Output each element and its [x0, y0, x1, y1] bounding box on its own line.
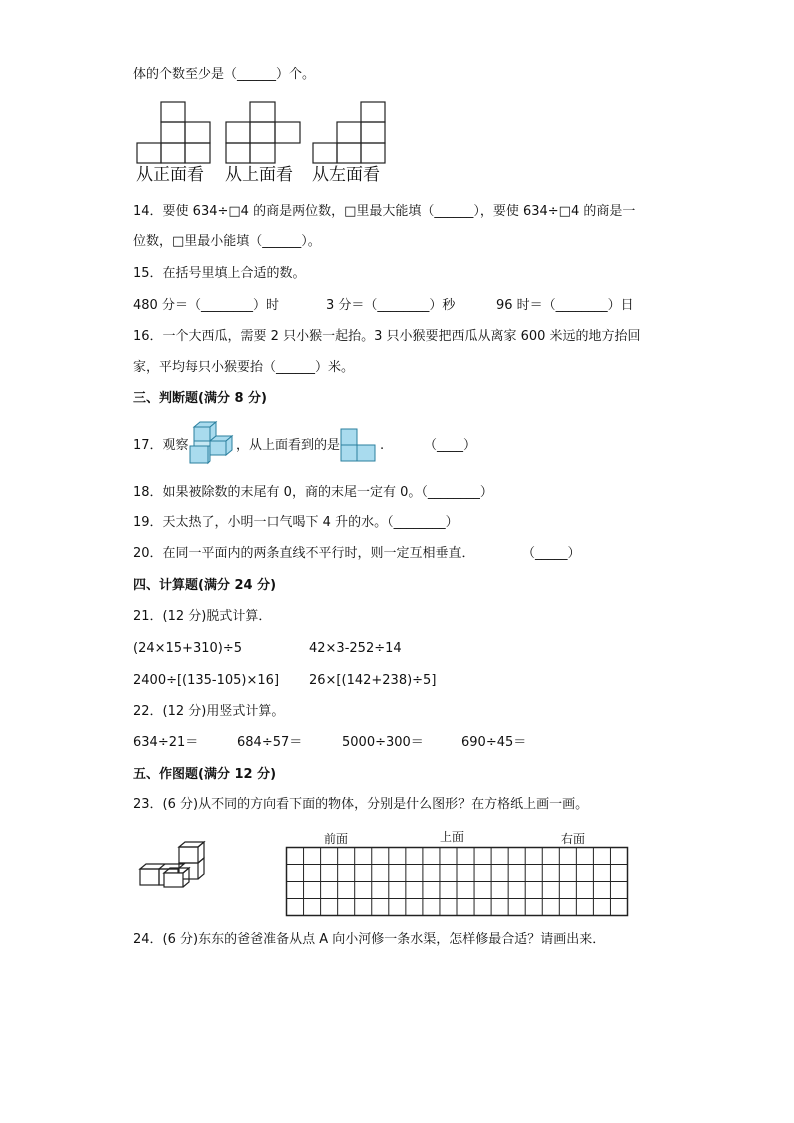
q22-expr-3: 5000÷300＝ [342, 735, 424, 750]
top-view-label: 从上面看 [225, 165, 293, 185]
q13-tail-text: 体的个数至少是（______）个。 [133, 67, 316, 82]
q14-line2: 位数，□里最小能填（______）。 [133, 234, 321, 249]
q22-expr-4: 690÷45＝ [461, 735, 527, 750]
section-3-heading: 三、判断题(满分 8 分) [133, 391, 267, 406]
top-view-figure [225, 101, 301, 165]
q20-text: 20．在同一平面内的两条直线不平行时，则一定互相垂直． [133, 546, 475, 561]
q17-text-period: . [380, 438, 385, 453]
q15-item-seconds: 3 分＝（________）秒 [326, 298, 456, 313]
q17-text-b: ，从上面看到的是 [236, 438, 341, 453]
q16-line2: 家，平均每只小猴要抬（______）米。 [133, 360, 355, 375]
section-5-heading: 五、作图题(满分 12 分) [133, 767, 277, 782]
q14-line1: 14．要使 634÷□4 的商是两位数，□里最大能填（______），要使 634÷□4 的商是一 [133, 204, 636, 219]
q22-text: 22．(12 分)用竖式计算。 [133, 704, 285, 719]
q23-text: 23．(6 分)从不同的方向看下面的物体，分别是什么图形？在方格纸上画一画。 [133, 797, 589, 812]
q22-expr-2: 684÷57＝ [237, 735, 303, 750]
left-view-figure [312, 101, 388, 165]
q22-expr-1: 634÷21＝ [133, 735, 199, 750]
q17-answer-blank: （____） [424, 438, 477, 453]
q20-answer-blank: （_____） [522, 546, 581, 561]
q21-text: 21．(12 分)脱式计算． [133, 609, 272, 624]
q15-item-hours: 480 分＝（________）时 [133, 298, 279, 313]
q21-expr-1: (24×15+310)÷5 [133, 641, 242, 656]
block-figure [138, 840, 208, 888]
left-view-label: 从左面看 [312, 165, 380, 185]
q16-line1: 16．一个大西瓜，需要 2 只小猴一起抬。3 只小猴要把西瓜从离家 600 米远的地方抬回 [133, 329, 641, 344]
square-grid-paper[interactable] [286, 847, 629, 917]
q17-text-a: 17．观察 [133, 438, 189, 453]
cube-stack-figure [189, 421, 237, 467]
front-view-label: 从正面看 [136, 165, 204, 185]
q24-text: 24．(6 分)东东的爸爸准备从点 A 向小河修一条水渠，怎样修最合适？请画出来． [133, 932, 606, 947]
grid-label-right: 右面 [561, 832, 586, 846]
q18-text: 18．如果被除数的末尾有 0，商的末尾一定有 0。（________） [133, 485, 493, 500]
q21-expr-2: 42×3-252÷14 [309, 641, 402, 656]
grid-label-top: 上面 [440, 830, 465, 844]
top-view-answer-figure [340, 428, 376, 462]
grid-label-front: 前面 [324, 832, 349, 846]
q21-expr-4: 26×[(142+238)÷5] [309, 673, 437, 688]
q15-item-days: 96 时＝（________）日 [496, 298, 634, 313]
front-view-figure [136, 101, 212, 165]
q21-expr-3: 2400÷[(135-105)×16] [133, 673, 280, 688]
q15-title: 15．在括号里填上合适的数。 [133, 266, 306, 281]
section-4-heading: 四、计算题(满分 24 分) [133, 578, 277, 593]
q19-text: 19．天太热了，小明一口气喝下 4 升的水。（________） [133, 515, 459, 530]
